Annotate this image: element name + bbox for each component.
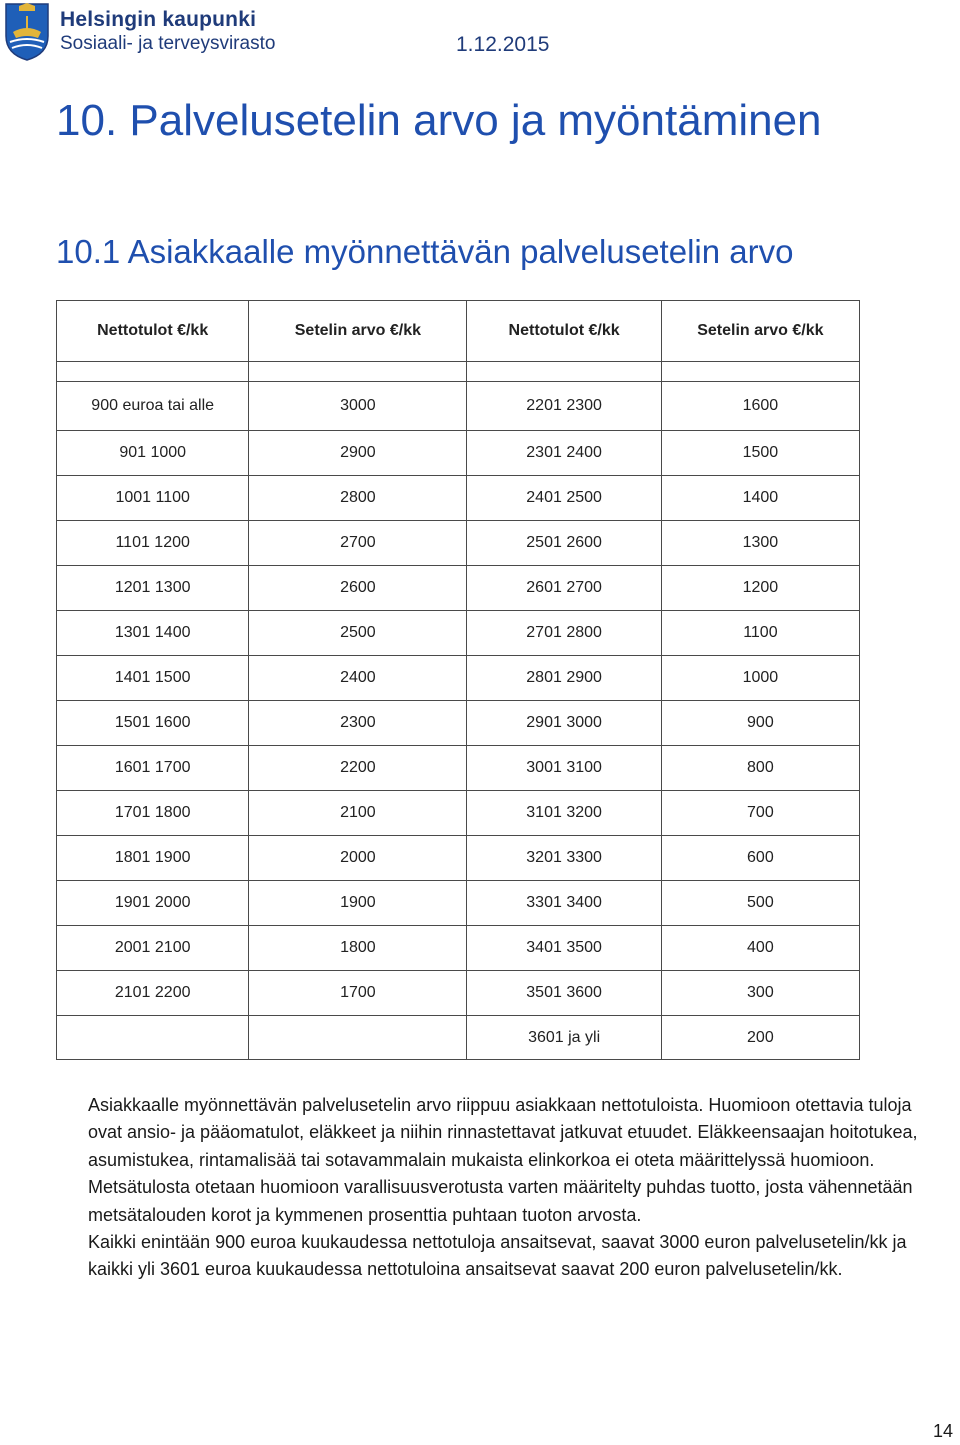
table-cell: 901 1000 xyxy=(57,431,249,476)
document-date: 1.12.2015 xyxy=(456,33,550,56)
table-cell: 2901 3000 xyxy=(467,701,661,746)
table-cell: 3601 ja yli xyxy=(467,1016,661,1060)
section-title: 10.1 Asiakkaalle myönnettävän palvelusetelin arvo xyxy=(56,233,794,270)
paragraph: Asiakkaalle myönnettävän palvelusetelin arvo riippuu asiakkaan nettotuloista. Huomioon otettavia tuloja ovat ansio- ja pääomatulot, eläkkeet ja niihin rinnastettavat jatkuvat etuudet. Eläkkeensaajan hoitotukea, asumistukea, rintamalisää tai sotavammalain mukaista elinkorkoa ei oteta määrittelyssä huomioon. Metsätulosta otetaan huomioon varallisuusverotusta varten määritelty puhdas tuotto, josta vähennetään metsätalouden korot ja kymmenen prosenttia puhtaan tuoton arvosta. xyxy=(88,1095,918,1225)
table-cell: 800 xyxy=(661,746,859,791)
table-spacer-row xyxy=(57,362,860,382)
table-cell: 3101 3200 xyxy=(467,791,661,836)
table-cell: 2500 xyxy=(249,611,467,656)
table-row xyxy=(57,656,860,701)
table-cell: 3501 3600 xyxy=(467,971,661,1016)
table-row xyxy=(57,881,860,926)
page-title: 10. Palvelusetelin arvo ja myöntäminen xyxy=(56,96,822,145)
table-cell: 900 euroa tai alle xyxy=(57,382,249,431)
table-row xyxy=(57,382,860,431)
table-header-row xyxy=(57,301,860,362)
header-net-income-2: Nettotulot €/kk xyxy=(467,301,661,362)
header-voucher-value-1: Setelin arvo €/kk xyxy=(249,301,467,362)
table-cell: 2400 xyxy=(249,656,467,701)
table-cell: 300 xyxy=(661,971,859,1016)
table-cell: 2000 xyxy=(249,836,467,881)
table-cell: 1401 1500 xyxy=(57,656,249,701)
table-cell: 1101 1200 xyxy=(57,521,249,566)
table-cell: 2700 xyxy=(249,521,467,566)
table-row xyxy=(57,926,860,971)
table-cell: 2301 2400 xyxy=(467,431,661,476)
table-cell: 1500 xyxy=(661,431,859,476)
table-cell: 3201 3300 xyxy=(467,836,661,881)
table-cell: 2201 2300 xyxy=(467,382,661,431)
helsinki-crest-logo xyxy=(4,2,50,62)
table-cell: 1900 xyxy=(249,881,467,926)
table-cell: 1800 xyxy=(249,926,467,971)
table-row xyxy=(57,746,860,791)
table-cell: 1200 xyxy=(661,566,859,611)
table-cell: 600 xyxy=(661,836,859,881)
table-cell: 2200 xyxy=(249,746,467,791)
table-cell: 2701 2800 xyxy=(467,611,661,656)
table-cell: 200 xyxy=(661,1016,859,1060)
body-text xyxy=(88,1092,918,1284)
table-cell: 2601 2700 xyxy=(467,566,661,611)
table-cell: 1100 xyxy=(661,611,859,656)
org-name: Helsingin kaupunki xyxy=(60,8,257,31)
table-cell: 1400 xyxy=(661,476,859,521)
table-row xyxy=(57,836,860,881)
table-cell: 2800 xyxy=(249,476,467,521)
table-cell: 2801 2900 xyxy=(467,656,661,701)
table-cell: 3000 xyxy=(249,382,467,431)
table-cell: 2501 2600 xyxy=(467,521,661,566)
table-cell: 1801 1900 xyxy=(57,836,249,881)
table-row xyxy=(57,701,860,746)
table-cell: 900 xyxy=(661,701,859,746)
table-cell: 3301 3400 xyxy=(467,881,661,926)
table-cell: 1300 xyxy=(661,521,859,566)
table-cell: 1301 1400 xyxy=(57,611,249,656)
paragraph: Kaikki enintään 900 euroa kuukaudessa nettotuloja ansaitsevat, saavat 3000 euron palvelusetelin/kk ja kaikki yli 3601 euroa kuukaudessa nettotuloina ansaitsevat saavat 200 euron palvelusetelin/kk. xyxy=(88,1232,907,1280)
page-number: 14 xyxy=(933,1421,954,1441)
header-net-income-1: Nettotulot €/kk xyxy=(57,301,249,362)
table-cell: 3001 3100 xyxy=(467,746,661,791)
table-row xyxy=(57,611,860,656)
table-cell: 2300 xyxy=(249,701,467,746)
table-cell: 2001 2100 xyxy=(57,926,249,971)
table-cell: 2101 2200 xyxy=(57,971,249,1016)
table-cell: 2600 xyxy=(249,566,467,611)
table-cell: 700 xyxy=(661,791,859,836)
table-cell: 3401 3500 xyxy=(467,926,661,971)
table-cell: 400 xyxy=(661,926,859,971)
table-cell: 1601 1700 xyxy=(57,746,249,791)
header-voucher-value-2: Setelin arvo €/kk xyxy=(661,301,859,362)
table-row xyxy=(57,971,860,1016)
table-row xyxy=(57,476,860,521)
table-cell: 1901 2000 xyxy=(57,881,249,926)
table-cell: 1501 1600 xyxy=(57,701,249,746)
table-cell: 1001 1100 xyxy=(57,476,249,521)
table-row xyxy=(57,1016,860,1060)
table-row xyxy=(57,566,860,611)
table-row xyxy=(57,521,860,566)
table-cell: 500 xyxy=(661,881,859,926)
table-cell: 2900 xyxy=(249,431,467,476)
voucher-value-table xyxy=(56,300,860,1060)
table-cell: 1201 1300 xyxy=(57,566,249,611)
table-row xyxy=(57,791,860,836)
table-cell: 2401 2500 xyxy=(467,476,661,521)
table-cell xyxy=(57,1016,249,1060)
table-cell: 1701 1800 xyxy=(57,791,249,836)
table-cell xyxy=(249,1016,467,1060)
table-row xyxy=(57,431,860,476)
table-cell: 1600 xyxy=(661,382,859,431)
table-cell: 1700 xyxy=(249,971,467,1016)
table-cell: 1000 xyxy=(661,656,859,701)
org-unit: Sosiaali- ja terveysvirasto xyxy=(60,33,276,54)
table-cell: 2100 xyxy=(249,791,467,836)
